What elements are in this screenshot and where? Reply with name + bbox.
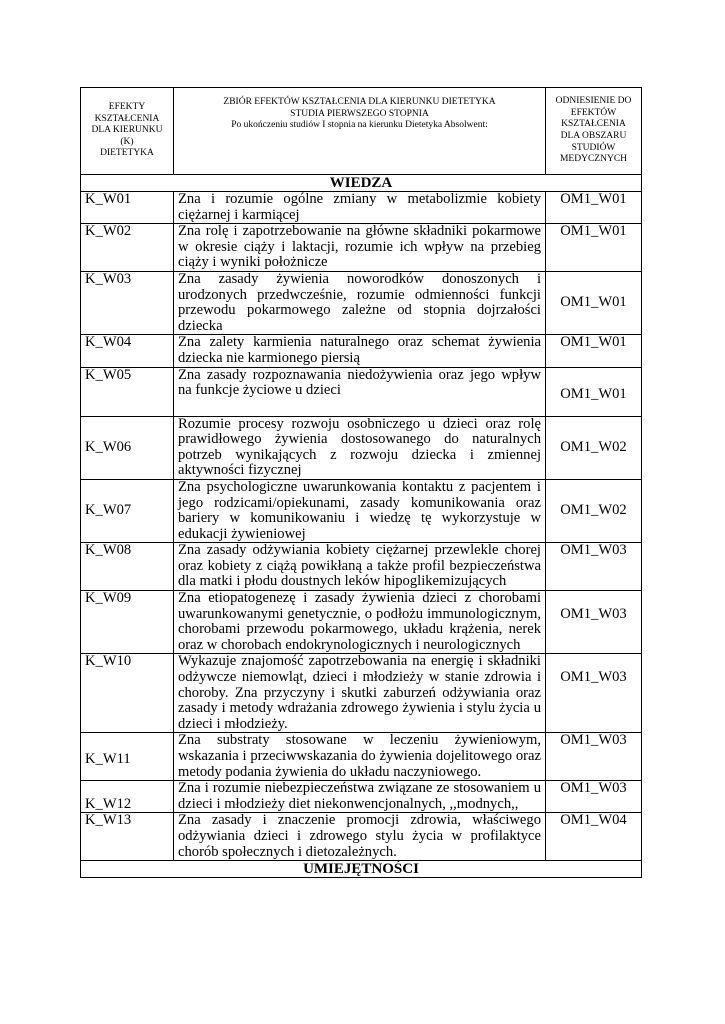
header-col-reference-line: KSZTAŁCENIA [561, 119, 626, 130]
outcome-code: K_W03 [81, 271, 174, 334]
table-row [81, 271, 642, 334]
outcome-reference: OM1_W01 [546, 192, 642, 224]
section-row-umiejetnosci [81, 861, 642, 878]
outcome-code: K_W02 [81, 224, 174, 272]
outcome-description: Zna zasady i znaczenie promocji zdrowia, właściwego odżywiania dzieci i zdrowego stylu życia w profilaktyce chorób społecznych i dietozależnych. [174, 813, 546, 861]
table-row [81, 543, 642, 591]
outcome-description: Zna i rozumie niebezpieczeństwa związane ze stosowaniem u dzieci i młodzieży diet niekonwencjonalnych, ,,modnych,, [174, 781, 546, 813]
outcome-description: Zna zasady rozpoznawania niedożywienia oraz jego wpływ na funkcje życiowe u dzieci [174, 367, 546, 416]
header-col-description-line: STUDIA PIERWSZEGO STOPNIA [290, 108, 429, 119]
outcome-description: Rozumie procesy rozwoju osobniczego u dzieci oraz rolę prawidłowego żywienia dostosowanego do naturalnych potrzeb wynikających z rozwoju dziecka i zmiennej aktywności fizycznej [174, 416, 546, 479]
outcome-code: K_W13 [81, 813, 174, 861]
outcome-description: Zna etiopatogenezę i zasady żywienia dzieci z chorobami uwarunkowanymi genetycznie, o podłożu immunologicznym, chorobami przewodu pokarmowego, układu krążenia, nerek oraz w chorobach endokrynologicznych i neurologicznych [174, 591, 546, 654]
outcome-code: K_W08 [81, 543, 174, 591]
outcome-description: Zna rolę i zapotrzebowanie na główne składniki pokarmowe w okresie ciąży i laktacji, rozumie ich wpływ na przebieg ciąży i wyniki położnicze [174, 224, 546, 272]
outcome-description: Zna substraty stosowane w leczeniu żywieniowym, wskazania i przeciwwskazania do żywienia dojelitowego oraz metody podania żywienia do układu naczyniowego. [174, 733, 546, 781]
header-col-description [174, 88, 546, 175]
outcome-reference: OM1_W04 [546, 813, 642, 861]
outcome-reference: OM1_W01 [546, 367, 642, 416]
table-row [81, 813, 642, 861]
table-row [81, 781, 642, 813]
outcome-description: Zna zasady odżywiania kobiety ciężarnej przewlekle chorej oraz kobiety z ciążą powikłaną a także profil bezpieczeństwa dla matki i płodu doustnych leków hipoglikemizujących [174, 543, 546, 591]
outcome-reference: OM1_W03 [546, 781, 642, 813]
outcome-description: Zna zasady żywienia noworodków donoszonych i urodzonych przedwcześnie, rozumie odmienności funkcji przewodu pokarmowego zależne od stopnia dojrzałości dziecka [174, 271, 546, 334]
outcome-reference: OM1_W03 [546, 733, 642, 781]
outcome-reference: OM1_W03 [546, 543, 642, 591]
outcome-reference: OM1_W02 [546, 479, 642, 542]
outcome-description: Zna zalety karmienia naturalnego oraz schemat żywienia dziecka nie karmionego piersią [174, 335, 546, 367]
outcome-description: Wykazuje znajomość zapotrzebowania na energię i składniki odżywcze niemowląt, dzieci i młodzieży w stanie zdrowia i choroby. Zna przyczyny i skutki zaburzeń odżywiania oraz zasady i metody wdrażania zdrowego żywienia i stylu życia u dzieci i młodzieży. [174, 654, 546, 733]
header-col-description-line: ZBIÓR EFEKTÓW KSZTAŁCENIA DLA KIERUNKU DIETETYKA [223, 97, 496, 107]
table-header-row [81, 88, 642, 175]
table-row [81, 591, 642, 654]
table-row [81, 224, 642, 272]
table-row [81, 416, 642, 479]
header-col-code-line: DIETETYKA [100, 148, 154, 159]
header-col-code [81, 88, 174, 175]
outcome-description: Zna psychologiczne uwarunkowania kontaktu z pacjentem i jego rodzicami/opiekunami, zasady komunikowania oraz bariery w komunikowaniu i wiedzę tę wykorzystuje w edukacji żywieniowej [174, 479, 546, 542]
table-row [81, 654, 642, 733]
header-col-code-line: EFEKTY [108, 102, 146, 113]
header-col-reference-line: STUDIÓW [571, 142, 616, 153]
outcome-reference: OM1_W01 [546, 335, 642, 367]
outcome-code: K_W07 [81, 479, 174, 542]
outcome-description: Zna i rozumie ogólne zmiany w metabolizmie kobiety ciężarnej i karmiącej [174, 192, 546, 224]
header-col-code-line: DLA KIERUNKU [91, 125, 163, 136]
learning-outcomes-table [80, 87, 642, 878]
header-col-reference-line: ODNIESIENIE DO [555, 96, 632, 107]
outcome-reference: OM1_W01 [546, 271, 642, 334]
outcome-code: K_W12 [81, 781, 174, 813]
outcome-code: K_W04 [81, 335, 174, 367]
section-title: UMIEJĘTNOŚCI [81, 861, 642, 878]
outcome-code: K_W10 [81, 654, 174, 733]
section-row-wiedza [81, 175, 642, 192]
outcome-code: K_W06 [81, 416, 174, 479]
header-col-reference [546, 88, 642, 175]
table-row [81, 479, 642, 542]
header-col-code-line: KSZTAŁCENIA [94, 113, 160, 124]
outcome-reference: OM1_W01 [546, 224, 642, 272]
outcome-code: K_W01 [81, 192, 174, 224]
header-col-code-line: (K) [120, 136, 134, 147]
table-row [81, 335, 642, 367]
header-col-reference-line: EFEKTÓW [570, 107, 617, 118]
outcome-reference: OM1_W02 [546, 416, 642, 479]
outcome-code: K_W11 [81, 733, 174, 781]
outcome-code: K_W05 [81, 367, 174, 416]
header-col-description-line: Po ukończeniu studiów I stopnia na kierunku Dietetyka Absolwent: [231, 120, 488, 131]
outcome-reference: OM1_W03 [546, 654, 642, 733]
header-col-reference-line: MEDYCZNYCH [559, 154, 628, 165]
outcome-code: K_W09 [81, 591, 174, 654]
table-row [81, 733, 642, 781]
section-title: WIEDZA [81, 175, 642, 192]
outcome-reference: OM1_W03 [546, 591, 642, 654]
header-col-reference-line: DLA OBSZARU [560, 131, 627, 141]
table-row [81, 192, 642, 224]
table-row [81, 367, 642, 416]
